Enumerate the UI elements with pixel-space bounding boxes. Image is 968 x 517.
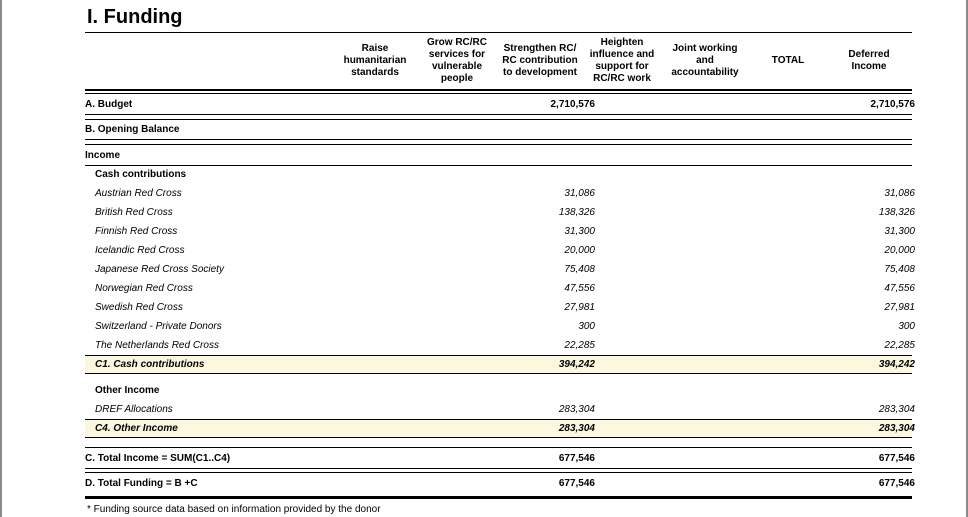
col-header-grow: Grow RC/RC services for vulnerable people [427,37,487,84]
total-funding-rule [85,496,912,499]
donor-total-value: 300 [898,321,915,332]
opening-rule [85,139,912,140]
total-income-rule-2 [85,472,912,473]
budget-total-value: 2,710,576 [870,99,915,110]
cash-subtotal-row [85,355,915,374]
donor-label: Finnish Red Cross [95,226,178,237]
donor-total-value: 138,326 [878,207,915,218]
donor-grow-value: 31,300 [564,226,595,237]
donor-grow-value: 20,000 [564,245,595,256]
other-subtotal-grow: 283,304 [558,423,595,434]
budget-grow-value: 2,710,576 [550,99,595,110]
header-bottom-rule [85,89,912,91]
cash-subtotal-grow: 394,242 [558,359,595,370]
header-top-rule [85,32,912,33]
footnote: * Funding source data based on information provided by the donor [87,504,381,515]
donor-total-value: 20,000 [884,245,915,256]
total-income-label: C. Total Income = SUM(C1..C4) [85,453,231,464]
donor-grow-value: 47,556 [564,283,595,294]
donor-total-value: 27,981 [884,302,915,313]
total-funding-total: 677,546 [878,478,915,489]
donor-total-value: 22,285 [884,340,915,351]
col-header-heighten: Heighten influence and support for RC/RC work [589,37,655,84]
page-edge-left [0,0,2,517]
donor-total-value: 75,408 [884,264,915,275]
total-income-total: 677,546 [878,453,915,464]
opening-rule-2 [85,144,912,145]
donor-label: Icelandic Red Cross [95,245,185,256]
donor-total-value: 31,086 [884,188,915,199]
income-label: Income [85,150,121,161]
cash-subtotal-label: C1. Cash contributions [95,359,205,370]
col-header-raise: Raise humanitarian standards [343,43,407,78]
other-income-grow: 283,304 [558,404,595,415]
total-income-grow: 677,546 [558,453,595,464]
total-funding-grow: 677,546 [558,478,595,489]
other-subtotal-row [85,419,915,438]
col-header-total: TOTAL [771,55,805,66]
donor-label: Swedish Red Cross [95,302,183,313]
income-rule [85,165,912,166]
donor-label: Austrian Red Cross [95,188,182,199]
budget-rule-2 [85,119,912,120]
other-income-total: 283,304 [878,404,915,415]
other-subtotal-total: 283,304 [878,423,915,434]
cash-subtotal-total: 394,242 [878,359,915,370]
donor-label: Switzerland - Private Donors [95,321,222,332]
donor-label: Norwegian Red Cross [95,283,193,294]
total-income-rule [85,468,912,469]
col-header-deferred: Deferred Income [848,49,890,72]
donor-grow-value: 75,408 [564,264,595,275]
donor-label: The Netherlands Red Cross [95,340,219,351]
budget-rule [85,114,912,115]
section-title: I. Funding [87,6,183,28]
donor-grow-value: 22,285 [564,340,595,351]
donor-total-value: 31,300 [884,226,915,237]
other-header-label: Other Income [95,385,160,396]
donor-grow-value: 300 [578,321,595,332]
col-header-joint: Joint working and accountability [671,43,739,78]
col-header-strengthen: Strengthen RC/ RC contribution to development [502,43,578,78]
donor-grow-value: 138,326 [558,207,595,218]
cash-header-label: Cash contributions [95,169,187,180]
opening-balance-label: B. Opening Balance [85,124,180,135]
donor-label: British Red Cross [95,207,173,218]
other-subtotal-label: C4. Other Income [95,423,178,434]
other-income-label: DREF Allocations [95,404,173,415]
header-bottom-rule-2 [85,93,912,94]
donor-total-value: 47,556 [884,283,915,294]
donor-grow-value: 27,981 [564,302,595,313]
budget-label: A. Budget [85,99,133,110]
total-funding-label: D. Total Funding = B +C [85,478,198,489]
donor-label: Japanese Red Cross Society [95,264,224,275]
donor-grow-value: 31,086 [564,188,595,199]
total-income-top-rule [85,447,912,448]
